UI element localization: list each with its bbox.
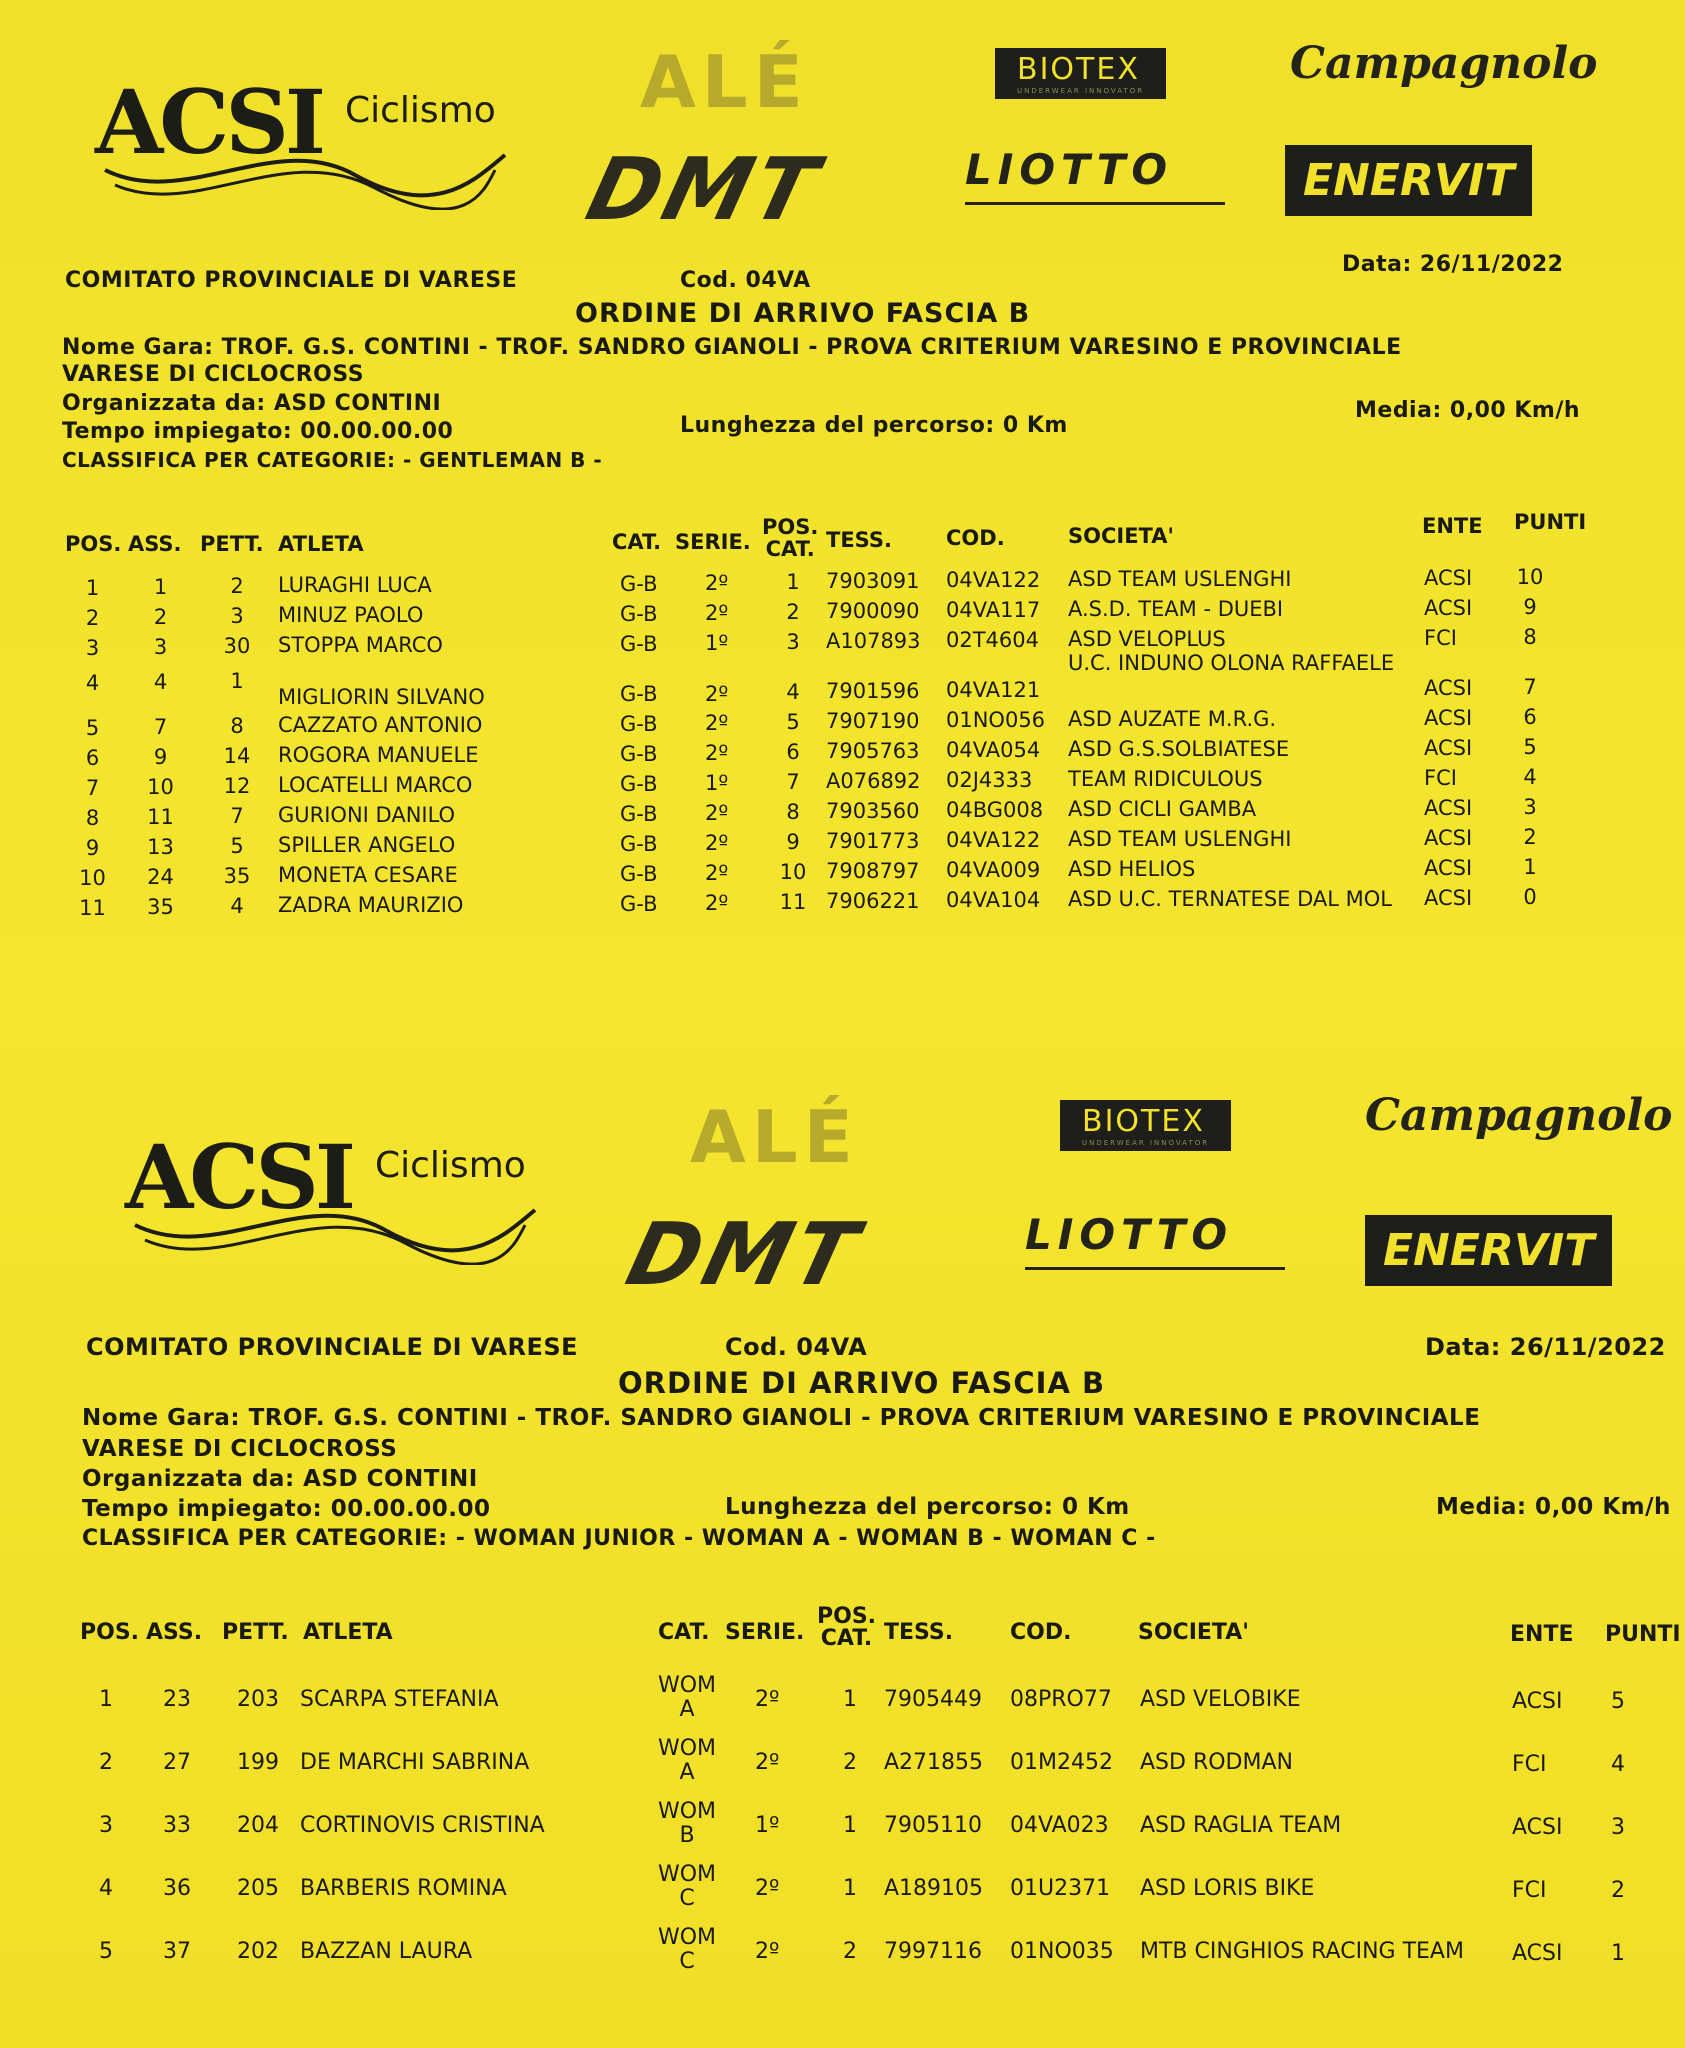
cell-punti: 10 [1516,565,1544,589]
col-serie: SERIE. [675,530,751,554]
table-row [0,1672,1625,1732]
media-velocita: Media: 0,00 Km/h [1355,398,1581,423]
table-row [0,705,1600,740]
cell-cat: G-B [620,682,658,706]
biotex-logo [1060,1100,1231,1151]
cell-societa: ASD VELOPLUS [1068,627,1226,651]
cell-punti: 2 [1611,1878,1625,1903]
data-label: Data: 26/11/2022 [1425,1333,1666,1361]
acsi-ciclismo-logo [95,70,515,210]
cell-ass: 35 [147,895,174,919]
cell-pett: 30 [223,634,251,658]
cell-tess: 7900090 [826,599,920,623]
cell-pos-cat: 8 [786,800,800,824]
cell-pett: 203 [237,1687,279,1712]
cell-cod: 04VA023 [1010,1813,1109,1838]
col-pett: PETT. [222,1620,289,1645]
cell-ass: 1 [153,575,168,599]
acsi-ciclismo-logo [125,1125,545,1265]
cell-ente: ACSI [1512,1941,1563,1966]
comitato-label: COMITATO PROVINCIALE DI VARESE [65,268,518,293]
cell-ente: FCI [1424,766,1457,790]
cell-ass: 37 [163,1939,191,1964]
cell-cod: 01NO056 [946,708,1046,732]
cell-pos-cat: 11 [779,890,807,914]
cell-serie: 2º [705,741,729,765]
cell-tess: 7907190 [826,709,920,733]
table-row [0,825,1600,860]
cell-serie: 2º [705,891,729,915]
enervit-logo: ENERVIT [1285,145,1532,216]
cell-ass: 7 [153,715,168,739]
col-pos-cat-line1: POS. [762,515,819,539]
cell-ente: ACSI [1424,826,1473,850]
dmt-logo: DMT [617,1205,871,1305]
col-pett: PETT. [200,532,264,556]
cell-tess: 7905110 [884,1813,982,1838]
col-pos: POS. [80,1620,140,1645]
page-title: ORDINE DI ARRIVO FASCIA B [575,298,1031,329]
ale-logo: ALÉ [690,1095,859,1179]
biotex-logo-text: BIOTEX [1082,1104,1205,1139]
cell-cod: 04VA122 [946,828,1041,852]
cell-cod: 02J4333 [946,768,1033,792]
campagnolo-logo: Campagnolo [1365,1090,1673,1141]
cell-serie: 2º [705,682,729,706]
cell-pos-cat: 5 [786,710,800,734]
cell-tess: 7906221 [826,889,920,913]
cell-atleta: DE MARCHI SABRINA [300,1750,530,1775]
cell-pos: 6 [85,746,100,770]
col-pos-cat-line1: POS. [817,1604,877,1629]
cell-cat-line1: WOM [657,1862,717,1887]
cell-ass: 10 [147,775,174,799]
col-pos-cat-line2: CAT. [765,537,815,561]
cell-atleta: BAZZAN LAURA [300,1939,473,1964]
cell-pett: 202 [237,1939,279,1964]
cell-punti: 3 [1611,1815,1625,1840]
tempo-impiegato: Tempo impiegato: 00.00.00.00 [82,1496,491,1522]
cell-cat: G-B [620,742,658,766]
cell-ente: ACSI [1512,1815,1563,1840]
cell-cat: G-B [620,602,658,626]
cell-punti: 9 [1523,595,1537,619]
col-pos: POS. [65,532,122,556]
cell-pett: 2 [230,574,244,598]
cell-serie: 2º [755,1939,780,1964]
cell-ass: 27 [163,1750,191,1775]
col-atleta: ATLETA [303,1620,393,1645]
cell-societa: ASD LORIS BIKE [1140,1876,1315,1901]
cell-cod: 04VA054 [946,738,1041,762]
cell-ente: ACSI [1424,706,1473,730]
cell-pos: 9 [85,836,100,860]
cell-serie: 2º [755,1876,780,1901]
cell-cat: G-B [620,572,658,596]
cell-societa: MTB CINGHIOS RACING TEAM [1140,1939,1464,1964]
cell-tess: 7908797 [826,859,920,883]
cell-cat-line2: A [679,1760,695,1785]
cell-ente: ACSI [1424,856,1473,880]
codice-label: Cod. 04VA [680,268,811,293]
col-ass: ASS. [146,1620,203,1645]
cell-societa: ASD AUZATE M.R.G. [1068,707,1277,731]
cell-atleta: GURIONI DANILO [278,803,456,827]
cell-pos-cat: 2 [843,1939,857,1964]
cell-cod: 04VA121 [946,678,1041,702]
cell-cat-line2: B [679,1823,695,1848]
cell-cod: 01NO035 [1010,1939,1114,1964]
liotto-logo-text: LIOTTO [1025,1210,1234,1259]
table-row [0,1735,1625,1795]
acsi-swoosh-icon [95,140,515,210]
cell-punti: 5 [1611,1689,1625,1714]
acsi-logo-mark: ACSI [125,1125,353,1229]
cell-pos: 8 [85,806,100,830]
cell-ente: ACSI [1424,796,1473,820]
cell-pos-cat: 2 [786,600,800,624]
cell-ass: 24 [147,865,174,889]
acsi-logo-word: Ciclismo [345,90,496,131]
table-row [0,595,1600,630]
cell-tess: 7905763 [826,739,920,763]
cell-pos: 3 [99,1813,113,1838]
cell-cat-line1: WOM [657,1673,717,1698]
biotex-logo-subtitle: UNDERWEAR INNOVATOR [1017,87,1145,95]
cell-ente: ACSI [1424,566,1473,590]
col-punti: PUNTI [1605,1622,1681,1647]
cell-punti: 0 [1523,885,1537,909]
cell-pos-cat: 1 [786,570,800,594]
cell-pos: 11 [79,896,106,920]
col-ente: ENTE [1510,1622,1574,1647]
cell-cat-line2: A [679,1697,695,1722]
lunghezza-percorso: Lunghezza del percorso: 0 Km [725,1494,1130,1520]
cell-cat [655,1737,719,1785]
cell-cod: 01U2371 [1010,1876,1111,1901]
cell-cat-line1: WOM [657,1736,717,1761]
cell-pos-cat: 7 [786,770,800,794]
cell-serie: 2º [705,571,729,595]
table-row [0,1861,1625,1921]
col-punti: PUNTI [1514,510,1587,534]
cell-societa: U.C. INDUNO OLONA RAFFAELE [1068,651,1395,675]
col-atleta: ATLETA [278,532,364,556]
table-row [0,1798,1625,1858]
cell-societa: A.S.D. TEAM - DUEBI [1068,597,1284,621]
cell-atleta: MONETA CESARE [278,863,458,887]
cell-serie: 2º [705,801,729,825]
table-row [0,855,1600,890]
cell-cod: 04VA117 [946,598,1041,622]
cell-serie: 1º [705,771,729,795]
col-pos-cat [817,1606,876,1650]
cell-pos: 1 [99,1687,113,1712]
cell-ente: FCI [1424,626,1457,650]
cell-punti: 8 [1523,625,1537,649]
cell-punti: 6 [1523,705,1537,729]
cell-cat-line1: WOM [657,1799,717,1824]
cell-atleta: STOPPA MARCO [278,633,443,657]
cell-tess: 7901596 [826,679,920,703]
cell-punti: 5 [1523,735,1537,759]
cell-pos-cat: 1 [843,1876,857,1901]
enervit-logo: ENERVIT [1365,1215,1612,1286]
cell-cat-line2: C [679,1886,695,1911]
cell-ente: ACSI [1424,736,1473,760]
cell-pos-cat: 6 [786,740,800,764]
cell-pos: 1 [85,576,100,600]
col-societa: SOCIETA' [1068,524,1174,548]
cell-pos: 4 [85,671,100,695]
cell-cat-line2: C [679,1949,695,1974]
nome-gara: Nome Gara: TROF. G.S. CONTINI - TROF. SANDRO GIANOLI - PROVA CRITERIUM VARESINO E PROVINCIALE [82,1405,1481,1431]
cell-cod: 01M2452 [1010,1750,1113,1775]
campagnolo-logo: Campagnolo [1290,38,1598,89]
liotto-logo [1025,1210,1285,1270]
cell-pos-cat: 2 [843,1750,857,1775]
cell-cat: G-B [620,802,658,826]
ale-logo: ALÉ [640,40,809,124]
biotex-logo-subtitle: UNDERWEAR INNOVATOR [1082,1139,1210,1147]
cell-cat: G-B [620,892,658,916]
cell-pett: 8 [230,714,244,738]
col-ente: ENTE [1422,514,1483,538]
cell-cod: 08PRO77 [1010,1687,1112,1712]
cell-tess: A076892 [826,769,921,793]
cell-cat [655,1863,719,1911]
cell-cat [655,1926,719,1974]
cell-pett: 205 [237,1876,279,1901]
cell-serie: 1º [755,1813,780,1838]
cell-cat [655,1800,719,1848]
cell-atleta: ROGORA MANUELE [278,743,479,767]
media-velocita: Media: 0,00 Km/h [1436,1494,1671,1520]
cell-tess: 7905449 [884,1687,982,1712]
col-cod: COD. [946,526,1005,550]
tempo-impiegato: Tempo impiegato: 00.00.00.00 [62,419,454,444]
nome-gara-continued: VARESE DI CICLOCROSS [62,362,365,387]
cell-pett: 14 [223,744,251,768]
cell-pett: 5 [230,834,244,858]
cell-cat [655,1674,719,1722]
cell-cod: 04VA104 [946,888,1041,912]
cell-ente: ACSI [1512,1689,1563,1714]
cell-cat: G-B [620,862,658,886]
cell-tess: A189105 [884,1876,984,1901]
cell-atleta: BARBERIS ROMINA [300,1876,507,1901]
cell-societa: ASD U.C. TERNATESE DAL MOL [1068,887,1392,911]
cell-atleta: LURAGHI LUCA [278,573,432,597]
table-header [0,1600,1685,1660]
cell-cat: G-B [620,772,658,796]
cell-pett: 1 [230,669,244,693]
cell-tess: 7903560 [826,799,920,823]
table-row [0,765,1600,800]
cell-cod: 02T4604 [946,628,1039,652]
results-sheet-gentleman-b [0,0,1685,1000]
col-cod: COD. [1010,1620,1072,1645]
table-row [0,735,1600,770]
cell-cat-line1: WOM [657,1925,717,1950]
cell-punti: 1 [1611,1941,1625,1966]
cell-societa: ASD TEAM USLENGHI [1068,567,1292,591]
cell-serie: 2º [755,1750,780,1775]
lunghezza-percorso: Lunghezza del percorso: 0 Km [680,413,1068,438]
cell-cat: G-B [620,632,658,656]
organizzata-da: Organizzata da: ASD CONTINI [82,1466,478,1492]
nome-gara: Nome Gara: TROF. G.S. CONTINI - TROF. SANDRO GIANOLI - PROVA CRITERIUM VARESINO E PROVINCIALE [62,335,1402,360]
cell-atleta: CORTINOVIS CRISTINA [300,1813,545,1838]
cell-pett: 35 [223,864,251,888]
col-pos-cat-line2: CAT. [820,1626,873,1651]
acsi-logo-mark: ACSI [95,70,323,174]
cell-pett: 199 [237,1750,279,1775]
data-label: Data: 26/11/2022 [1342,252,1564,277]
cell-atleta: MIGLIORIN SILVANO [278,685,485,709]
cell-pos-cat: 9 [786,830,800,854]
cell-ente: ACSI [1424,676,1473,700]
cell-pos-cat: 1 [843,1687,857,1712]
cell-societa: ASD RAGLIA TEAM [1140,1813,1342,1838]
cell-pett: 3 [230,604,244,628]
cell-tess: A107893 [826,629,921,653]
cell-ass: 9 [153,745,168,769]
organizzata-da: Organizzata da: ASD CONTINI [62,391,442,416]
cell-pett: 7 [230,804,244,828]
table-row [0,1924,1625,1984]
acsi-logo-word: Ciclismo [375,1145,526,1186]
col-tess: TESS. [884,1620,954,1645]
cell-atleta: SPILLER ANGELO [278,833,456,857]
cell-pos-cat: 3 [786,630,800,654]
table-row [0,651,1600,709]
cell-serie: 2º [705,711,729,735]
cell-pos-cat: 1 [843,1813,857,1838]
cell-pos: 10 [79,866,106,890]
cell-pett: 204 [237,1813,279,1838]
cell-ass: 23 [163,1687,191,1712]
cell-atleta: ZADRA MAURIZIO [278,893,464,917]
liotto-underline [965,202,1225,205]
dmt-logo: DMT [577,140,831,240]
cell-punti: 4 [1523,765,1537,789]
cell-pos: 5 [99,1939,113,1964]
cell-atleta: MINUZ PAOLO [278,603,424,627]
classifica-categorie: CLASSIFICA PER CATEGORIE: - WOMAN JUNIOR - WOMAN A - WOMAN B - WOMAN C - [82,1526,1156,1551]
cell-punti: 7 [1523,675,1537,699]
cell-tess: 7903091 [826,569,920,593]
table-row [0,885,1600,920]
cell-ass: 13 [147,835,174,859]
biotex-logo [995,48,1166,99]
cell-societa: ASD RODMAN [1140,1750,1293,1775]
acsi-swoosh-icon [125,1195,545,1265]
col-tess: TESS. [826,528,892,552]
cell-cat: G-B [620,712,658,736]
cell-societa: TEAM RIDICULOUS [1068,767,1263,791]
cell-serie: 2º [705,861,729,885]
col-pos-cat [762,516,818,560]
results-sheet-woman [0,1000,1685,2048]
cell-serie: 2º [705,831,729,855]
cell-punti: 3 [1523,795,1537,819]
cell-ass: 3 [153,635,168,659]
cell-atleta: LOCATELLI MARCO [278,773,473,797]
cell-ass: 4 [153,670,168,694]
classifica-categorie: CLASSIFICA PER CATEGORIE: - GENTLEMAN B - [62,448,603,472]
cell-ass: 2 [153,605,168,629]
cell-ente: FCI [1512,1878,1547,1903]
cell-tess: 7997116 [884,1939,982,1964]
cell-ass: 33 [163,1813,191,1838]
cell-ente: FCI [1512,1752,1547,1777]
cell-tess: 7901773 [826,829,920,853]
comitato-label: COMITATO PROVINCIALE DI VARESE [86,1333,579,1361]
cell-atleta: SCARPA STEFANIA [300,1687,499,1712]
cell-pett: 12 [223,774,251,798]
cell-societa: ASD CICLI GAMBA [1068,797,1257,821]
cell-pos-cat: 4 [786,680,800,704]
cell-cod: 04VA009 [946,858,1041,882]
cell-pos: 2 [99,1750,113,1775]
col-cat: CAT. [612,530,662,554]
cell-ente: ACSI [1424,596,1473,620]
cell-punti: 2 [1523,825,1537,849]
cell-serie: 1º [705,631,729,655]
cell-cod: 04VA122 [946,568,1041,592]
col-societa: SOCIETA' [1138,1620,1249,1645]
cell-cod: 04BG008 [946,798,1044,822]
liotto-logo-text: LIOTTO [965,145,1174,194]
liotto-logo [965,145,1225,205]
cell-ass: 11 [147,805,174,829]
biotex-logo-text: BIOTEX [1017,52,1140,87]
col-ass: ASS. [128,532,182,556]
cell-pos: 4 [99,1876,113,1901]
col-serie: SERIE. [725,1620,805,1645]
cell-serie: 2º [755,1687,780,1712]
liotto-underline [1025,1267,1285,1270]
cell-pett: 4 [230,894,244,918]
cell-societa: ASD G.S.SOLBIATESE [1068,737,1290,761]
cell-societa: ASD HELIOS [1068,857,1196,881]
codice-label: Cod. 04VA [725,1333,868,1361]
cell-ass: 36 [163,1876,191,1901]
cell-cat: G-B [620,832,658,856]
cell-societa: ASD VELOBIKE [1140,1687,1301,1712]
cell-pos-cat: 10 [779,860,807,884]
cell-punti: 4 [1611,1752,1625,1777]
cell-pos: 3 [85,636,100,660]
cell-pos: 2 [85,606,100,630]
page-title: ORDINE DI ARRIVO FASCIA B [618,1366,1106,1400]
cell-pos: 5 [85,716,100,740]
cell-tess: A271855 [884,1750,984,1775]
nome-gara-continued: VARESE DI CICLOCROSS [82,1436,398,1462]
cell-atleta: CAZZATO ANTONIO [278,713,483,737]
table-row [0,795,1600,830]
table-row [0,565,1600,600]
cell-serie: 2º [705,601,729,625]
cell-ente: ACSI [1424,886,1473,910]
col-cat: CAT. [658,1620,710,1645]
cell-punti: 1 [1523,855,1537,879]
cell-societa: ASD TEAM USLENGHI [1068,827,1292,851]
cell-pos: 7 [85,776,100,800]
